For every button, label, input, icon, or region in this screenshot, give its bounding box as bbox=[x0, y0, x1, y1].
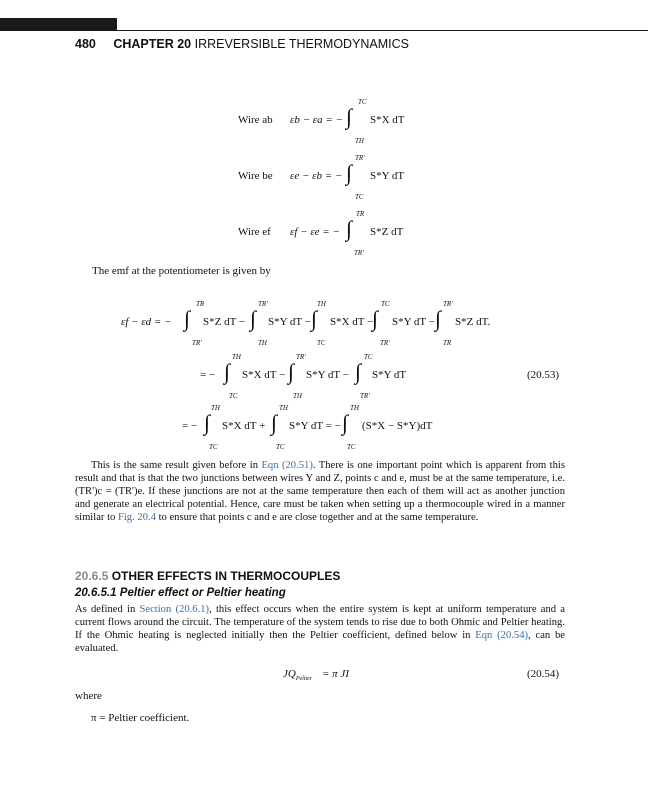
lower-limit: TR' bbox=[360, 392, 370, 400]
text: , can be evaluated. bbox=[75, 630, 565, 654]
section-number: 20.6.5 bbox=[75, 569, 109, 583]
text: to ensure that points c and e are close together and at the same temperature. bbox=[155, 512, 479, 523]
peltier-subscript: Peltier bbox=[295, 676, 313, 683]
chapter-label: CHAPTER 20 bbox=[113, 37, 192, 51]
subsection-title: Peltier effect or Peltier heating bbox=[119, 587, 286, 599]
integral-sign: ∫ bbox=[346, 160, 353, 185]
upper-limit: TR' bbox=[443, 300, 453, 308]
equation-number: (20.54) bbox=[527, 668, 560, 680]
figure-link[interactable]: Fig. 20.4 bbox=[117, 512, 156, 523]
eq-lhs bbox=[283, 668, 312, 682]
lower-limit: TC bbox=[209, 443, 218, 451]
integrand: S*Z dT. bbox=[455, 316, 491, 328]
integrand: S*X dT − bbox=[330, 316, 374, 328]
pi-definition: π = Peltier coefficient. bbox=[91, 712, 190, 724]
integrand: S*Y dT = − bbox=[289, 420, 341, 432]
text: , this effect occurs when the entire system is kept at uniform temperature and a current flows around the circuit. The temperature of the system tends to rise due to both Ohmic and Peltier heating. If the Ohmic heating is neglected initially then the Peltier coefficient, defined below in bbox=[75, 604, 566, 641]
wire-lhs: εe − εb = − bbox=[290, 170, 343, 182]
subsection-heading bbox=[75, 587, 286, 599]
lower-limit: TH bbox=[258, 339, 267, 347]
running-header bbox=[75, 37, 409, 51]
wire-label: Wire ef bbox=[238, 226, 271, 238]
integrand: S*Y dT − bbox=[268, 316, 311, 328]
paragraph-emf-discussion bbox=[75, 459, 565, 524]
subsection-number: 20.6.5.1 bbox=[75, 587, 117, 599]
integrand: S*X dT − bbox=[242, 369, 286, 381]
eqn-link[interactable]: Eqn (20.54) bbox=[475, 630, 529, 641]
lower-limit: TR' bbox=[354, 249, 364, 257]
lower-limit: TR' bbox=[192, 339, 202, 347]
upper-limit: TR bbox=[356, 210, 365, 218]
emf-intro: The emf at the potentiometer is given by bbox=[92, 265, 271, 277]
integrand: S*Y dT − bbox=[392, 316, 435, 328]
section-title: OTHER EFFECTS IN THERMOCOUPLES bbox=[111, 569, 341, 583]
upper-limit: TC bbox=[364, 353, 373, 361]
integral-sign: ∫ bbox=[204, 410, 211, 435]
wire-label: Wire be bbox=[238, 170, 273, 182]
integrand: S*X dT + bbox=[222, 420, 266, 432]
integral-sign: ∫ bbox=[288, 359, 295, 384]
text: This is the same result given before in bbox=[91, 460, 262, 471]
integral-sign: ∫ bbox=[250, 306, 257, 331]
lower-limit: TC bbox=[347, 443, 356, 451]
eq-rhs: = π JI bbox=[322, 668, 349, 680]
upper-limit: TH bbox=[211, 404, 220, 412]
integrand: S*Y dT − bbox=[306, 369, 349, 381]
integrand: S*Y dT bbox=[370, 170, 405, 182]
lower-limit: TH bbox=[355, 137, 364, 145]
paragraph-peltier bbox=[75, 603, 565, 655]
wire-lhs: εf − εe = − bbox=[290, 226, 340, 238]
wire-label: Wire ab bbox=[238, 114, 273, 126]
integral-sign: ∫ bbox=[346, 216, 353, 241]
integrand: S*Z dT bbox=[370, 226, 404, 238]
integral-sign: ∫ bbox=[342, 410, 349, 435]
emf-lhs: εf − εd = − bbox=[121, 316, 172, 328]
upper-limit: TH bbox=[317, 300, 326, 308]
upper-limit: TR' bbox=[355, 154, 365, 162]
lower-limit: TC bbox=[229, 392, 238, 400]
text: As defined in bbox=[75, 604, 140, 615]
page-number: 480 bbox=[75, 37, 96, 51]
equals-minus: = − bbox=[200, 369, 216, 381]
upper-limit: TH bbox=[350, 404, 359, 412]
upper-limit: TH bbox=[232, 353, 241, 361]
lower-limit: TC bbox=[276, 443, 285, 451]
lower-limit: TC bbox=[355, 193, 364, 201]
upper-limit: TR' bbox=[296, 353, 306, 361]
lower-limit: TH bbox=[293, 392, 302, 400]
integral-sign: ∫ bbox=[184, 306, 191, 331]
integral-sign: ∫ bbox=[435, 306, 442, 331]
chapter-title: IRREVERSIBLE THERMODYNAMICS bbox=[194, 37, 410, 51]
text: . There is one important point which is apparent from this result and that is that the two junctions between wires Y and Z, points c and e, must be at the same temperature, i.e. (TR')c = (TR')e. If these junctions are not at the same temperature then each of them will act as another junction and generate an electrical potential. Hence, care must be taken when setting up a thermocouple wired in a manner similar to bbox=[75, 460, 565, 523]
lower-limit: TC bbox=[317, 339, 326, 347]
upper-limit: TC bbox=[381, 300, 390, 308]
equals-minus: = − bbox=[182, 420, 198, 432]
section-heading bbox=[75, 569, 340, 583]
integrand: S*Z dT − bbox=[203, 316, 246, 328]
wire-lhs: εb − εa = − bbox=[290, 114, 343, 126]
header-rule bbox=[117, 30, 648, 31]
where-label: where bbox=[75, 690, 102, 702]
integral-sign: ∫ bbox=[271, 410, 278, 435]
j-q: JQ bbox=[283, 668, 296, 680]
integral-sign: ∫ bbox=[372, 306, 379, 331]
lower-limit: TR bbox=[443, 339, 452, 347]
integrand: S*X dT bbox=[370, 114, 405, 126]
upper-limit: TR bbox=[196, 300, 205, 308]
integral-sign: ∫ bbox=[355, 359, 362, 384]
lower-limit: TR' bbox=[380, 339, 390, 347]
upper-limit: TR' bbox=[258, 300, 268, 308]
integral-sign: ∫ bbox=[346, 104, 353, 129]
upper-limit: TH bbox=[279, 404, 288, 412]
integral-sign: ∫ bbox=[224, 359, 231, 384]
eqn-link[interactable]: Eqn (20.51) bbox=[261, 460, 313, 471]
integrand: S*Y dT bbox=[372, 369, 407, 381]
section-link[interactable]: Section (20.6.1) bbox=[139, 604, 210, 615]
upper-limit: TC bbox=[358, 98, 367, 106]
integrand: (S*X − S*Y)dT bbox=[362, 420, 433, 432]
integral-sign: ∫ bbox=[311, 306, 318, 331]
header-bar bbox=[0, 18, 117, 31]
equation-number: (20.53) bbox=[527, 369, 560, 381]
